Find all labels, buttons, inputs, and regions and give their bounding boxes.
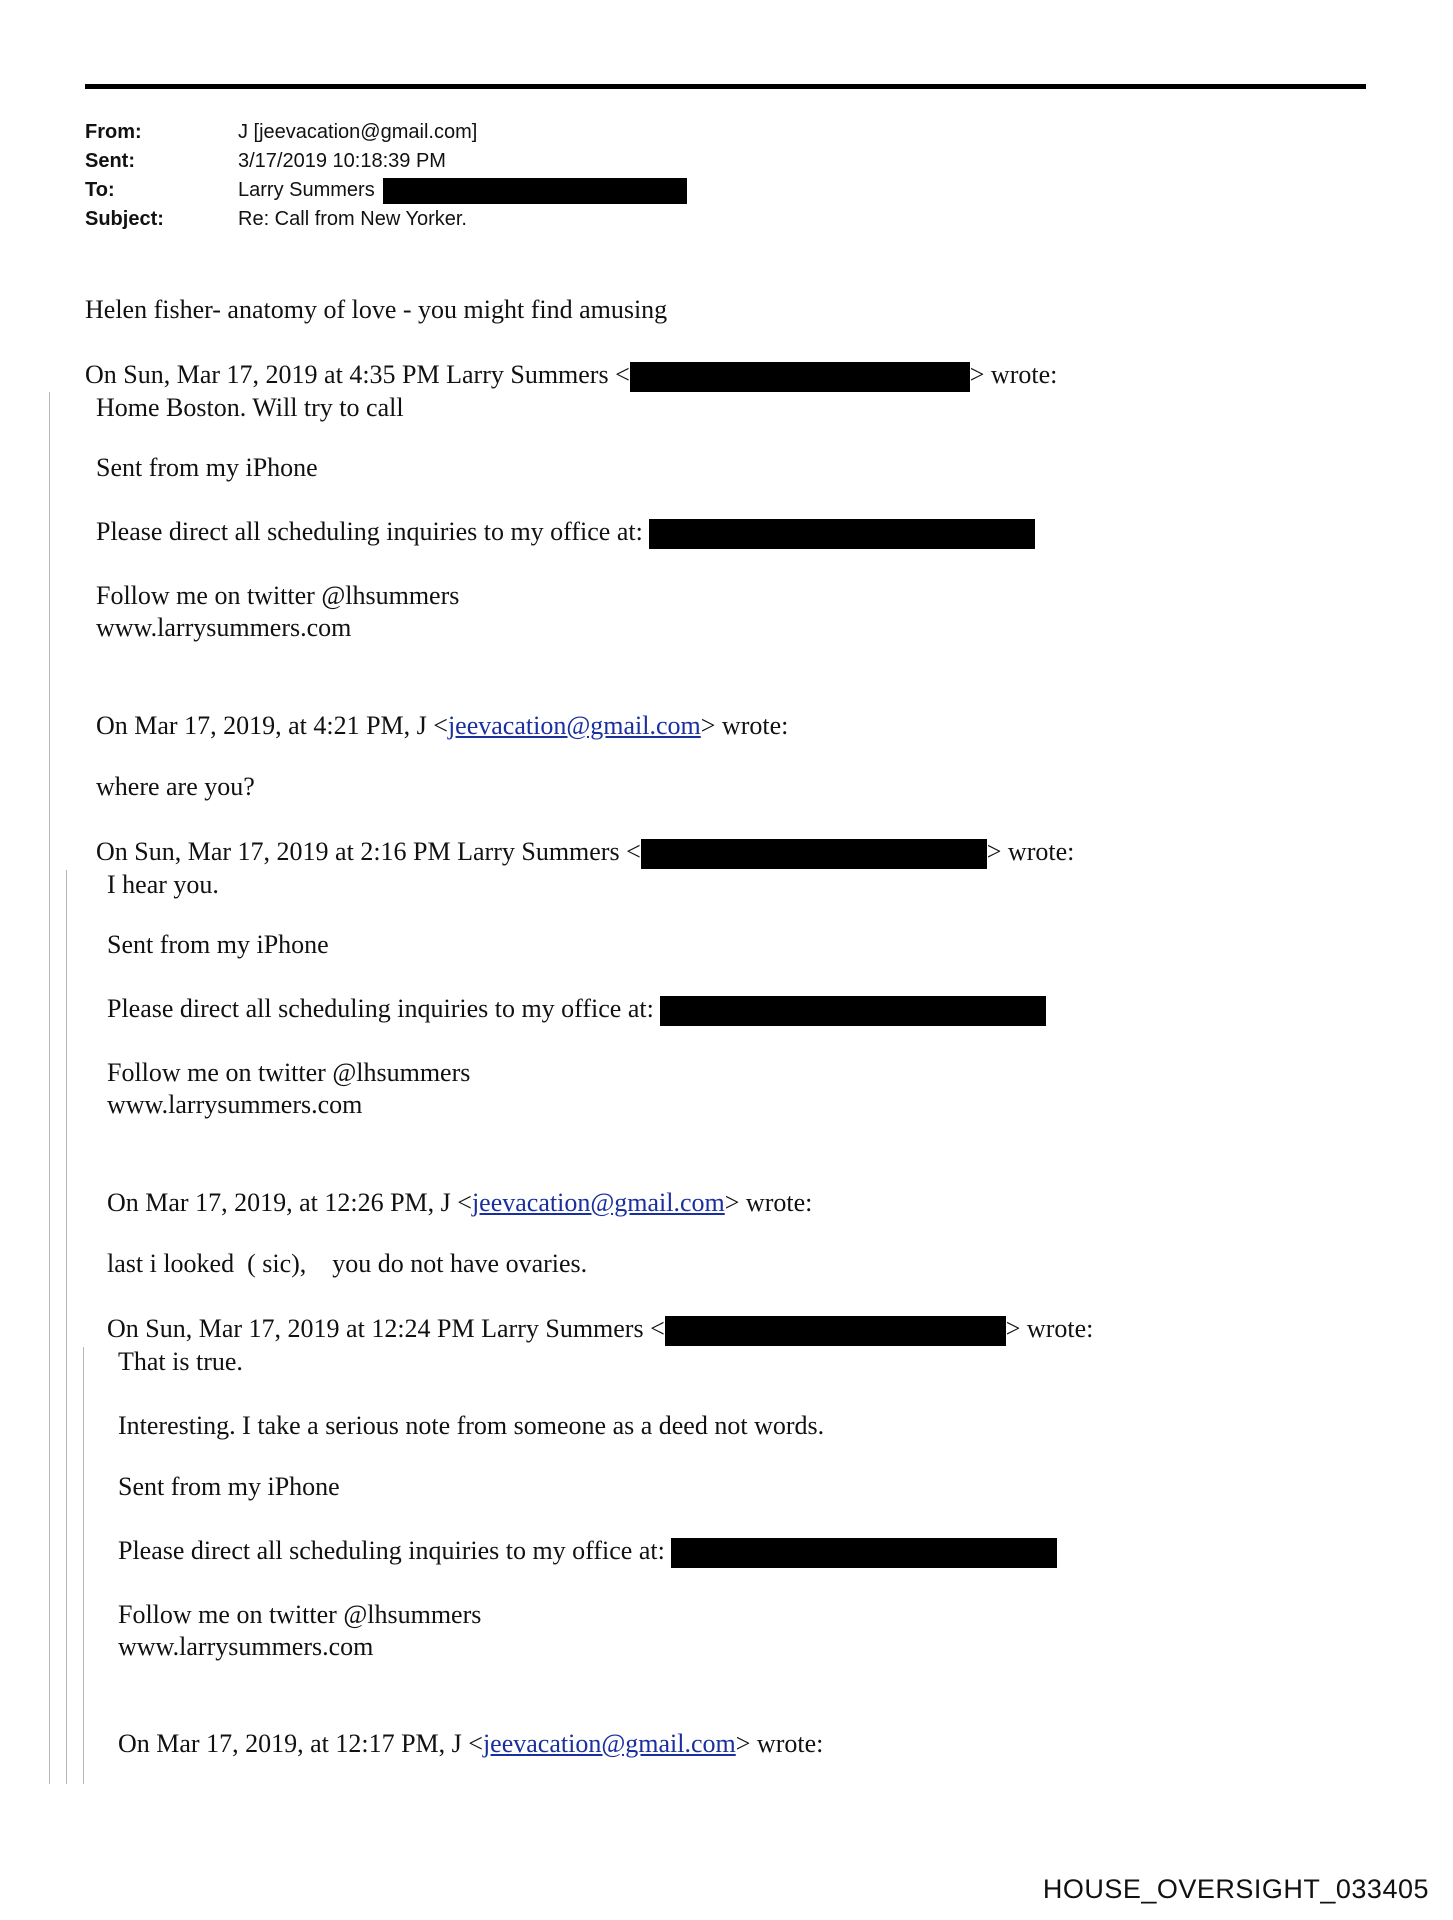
quote-header: On Sun, Mar 17, 2019 at 2:16 PM Larry Summers < > wrote: [96,836,1074,869]
to-label: To: [85,179,115,201]
scheduling-line: Please direct all scheduling inquiries to my office at: [118,1535,1057,1568]
quote-bar [83,1347,84,1784]
email-link[interactable]: jeevacation@gmail.com [447,711,701,740]
quote-header: On Sun, Mar 17, 2019 at 4:35 PM Larry Summers < > wrote: [85,359,1057,392]
redaction-block [660,996,1046,1026]
bates-number: HOUSE_OVERSIGHT_033405 [1042,1874,1429,1904]
redaction-block [641,839,987,869]
to-value: Larry Summers [238,179,375,201]
sent-label: Sent: [85,150,135,172]
redaction-block [383,178,687,204]
twitter-line: Follow me on twitter @lhsummers [118,1600,482,1629]
from-value: J [jeevacation@gmail.com] [238,121,478,143]
redaction-block [665,1316,1006,1346]
twitter-line: Follow me on twitter @lhsummers [96,581,460,610]
quote-header: On Sun, Mar 17, 2019 at 12:24 PM Larry Summers < > wrote: [107,1313,1093,1346]
redaction-block [671,1538,1057,1568]
redaction-block [630,362,970,392]
signature-line: Sent from my iPhone [118,1472,340,1501]
website-line: www.larrysummers.com [107,1090,363,1119]
signature-line: Sent from my iPhone [107,930,329,959]
subject-value: Re: Call from New Yorker. [238,208,467,230]
message-line: Interesting. I take a serious note from someone as a deed not words. [118,1411,825,1440]
twitter-line: Follow me on twitter @lhsummers [107,1058,471,1087]
signature-line: Sent from my iPhone [96,453,318,482]
website-line: www.larrysummers.com [96,613,352,642]
message-line: last i looked ( sic), you do not have ovaries. [107,1249,588,1278]
quote-header: On Mar 17, 2019, at 12:17 PM, J <jeevacation@gmail.com> wrote: [118,1729,824,1758]
scheduling-line: Please direct all scheduling inquiries to my office at: [96,516,1035,549]
message-line: I hear you. [107,870,219,899]
message-line: where are you? [96,772,255,801]
message-line: Home Boston. Will try to call [96,393,404,422]
website-line: www.larrysummers.com [118,1632,374,1661]
message-line: That is true. [118,1347,243,1376]
quote-bar [49,392,50,1784]
redaction-block [649,519,1035,549]
quote-header: On Mar 17, 2019, at 4:21 PM, J <jeevacation@gmail.com> wrote: [96,711,789,740]
from-label: From: [85,121,142,143]
email-link[interactable]: jeevacation@gmail.com [482,1729,736,1758]
quote-bar [66,870,67,1784]
top-rule [85,84,1366,89]
scheduling-line: Please direct all scheduling inquiries to my office at: [107,993,1046,1026]
body-line: Helen fisher- anatomy of love - you might find amusing [85,295,668,324]
email-link[interactable]: jeevacation@gmail.com [471,1188,725,1217]
sent-value: 3/17/2019 10:18:39 PM [238,150,446,172]
quote-header: On Mar 17, 2019, at 12:26 PM, J <jeevacation@gmail.com> wrote: [107,1188,813,1217]
subject-label: Subject: [85,208,164,230]
